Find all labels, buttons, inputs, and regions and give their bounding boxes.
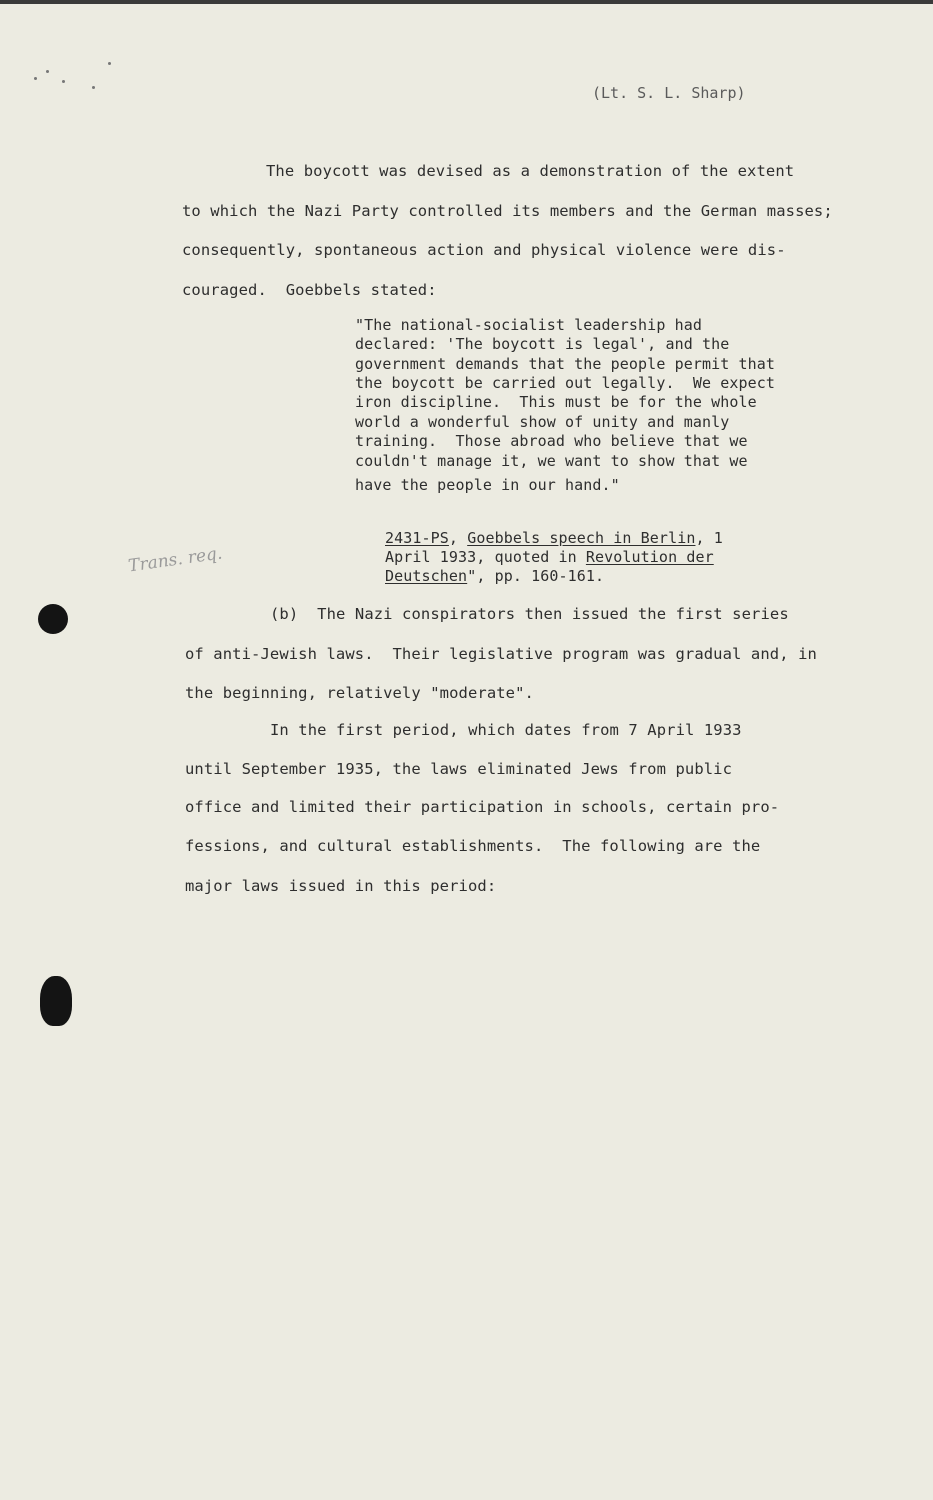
ink-speck <box>46 70 49 73</box>
para3-line-5: major laws issued in this period: <box>185 877 497 895</box>
margin-handwritten-note: Trans. req. <box>127 543 224 577</box>
citation-document-id: 2431-PS <box>385 529 449 547</box>
citation-book-title-cont: Deutschen <box>385 567 468 585</box>
para3-line-2: until September 1935, the laws eliminated Jews from public <box>185 760 733 778</box>
para3-line-1: In the first period, which dates from 7 April 1933 <box>270 721 742 739</box>
citation-line-3: Deutschen", pp. 160-161. <box>385 567 605 585</box>
quote-line-3: government demands that the people permit that <box>355 355 776 373</box>
author-attribution: (Lt. S. L. Sharp) <box>592 84 746 102</box>
quote-line-5: iron discipline. This must be for the whole <box>355 393 757 411</box>
para2-line-1: (b) The Nazi conspirators then issued the first series <box>270 605 789 623</box>
punch-hole <box>38 604 68 634</box>
quote-line-8: couldn't manage it, we want to show that we <box>355 452 748 470</box>
para3-line-4: fessions, and cultural establishments. The following are the <box>185 837 761 855</box>
citation-book-title: Revolution der <box>585 548 714 566</box>
quote-line-1: "The national-socialist leadership had <box>355 316 702 334</box>
page-top-edge <box>0 0 933 4</box>
citation-speech-title: Goebbels speech in Berlin <box>467 529 696 547</box>
quote-line-4: the boycott be carried out legally. We expect <box>355 374 776 392</box>
punch-hole <box>40 976 72 1026</box>
para1-line-3: consequently, spontaneous action and physical violence were dis- <box>182 241 786 259</box>
quote-line-7: training. Those abroad who believe that we <box>355 432 748 450</box>
ink-speck <box>62 80 65 83</box>
ink-speck <box>92 86 95 89</box>
para1-line-4: couraged. Goebbels stated: <box>182 281 437 299</box>
quote-line-9: have the people in our hand." <box>355 476 620 494</box>
citation-line-2: April 1933, quoted in Revolution der <box>385 548 714 566</box>
ink-speck <box>108 62 111 65</box>
ink-speck <box>34 77 37 80</box>
quote-line-2: declared: 'The boycott is legal', and the <box>355 335 730 353</box>
para2-line-3: the beginning, relatively "moderate". <box>185 684 534 702</box>
para2-line-2: of anti-Jewish laws. Their legislative program was gradual and, in <box>185 645 817 663</box>
quote-line-6: world a wonderful show of unity and manly <box>355 413 730 431</box>
citation-line-1: 2431-PS, Goebbels speech in Berlin, 1 <box>385 529 723 547</box>
para1-line-1: The boycott was devised as a demonstration of the extent <box>266 162 795 180</box>
para1-line-2: to which the Nazi Party controlled its members and the German masses; <box>182 202 833 220</box>
para3-line-3: office and limited their participation in schools, certain pro- <box>185 798 780 816</box>
